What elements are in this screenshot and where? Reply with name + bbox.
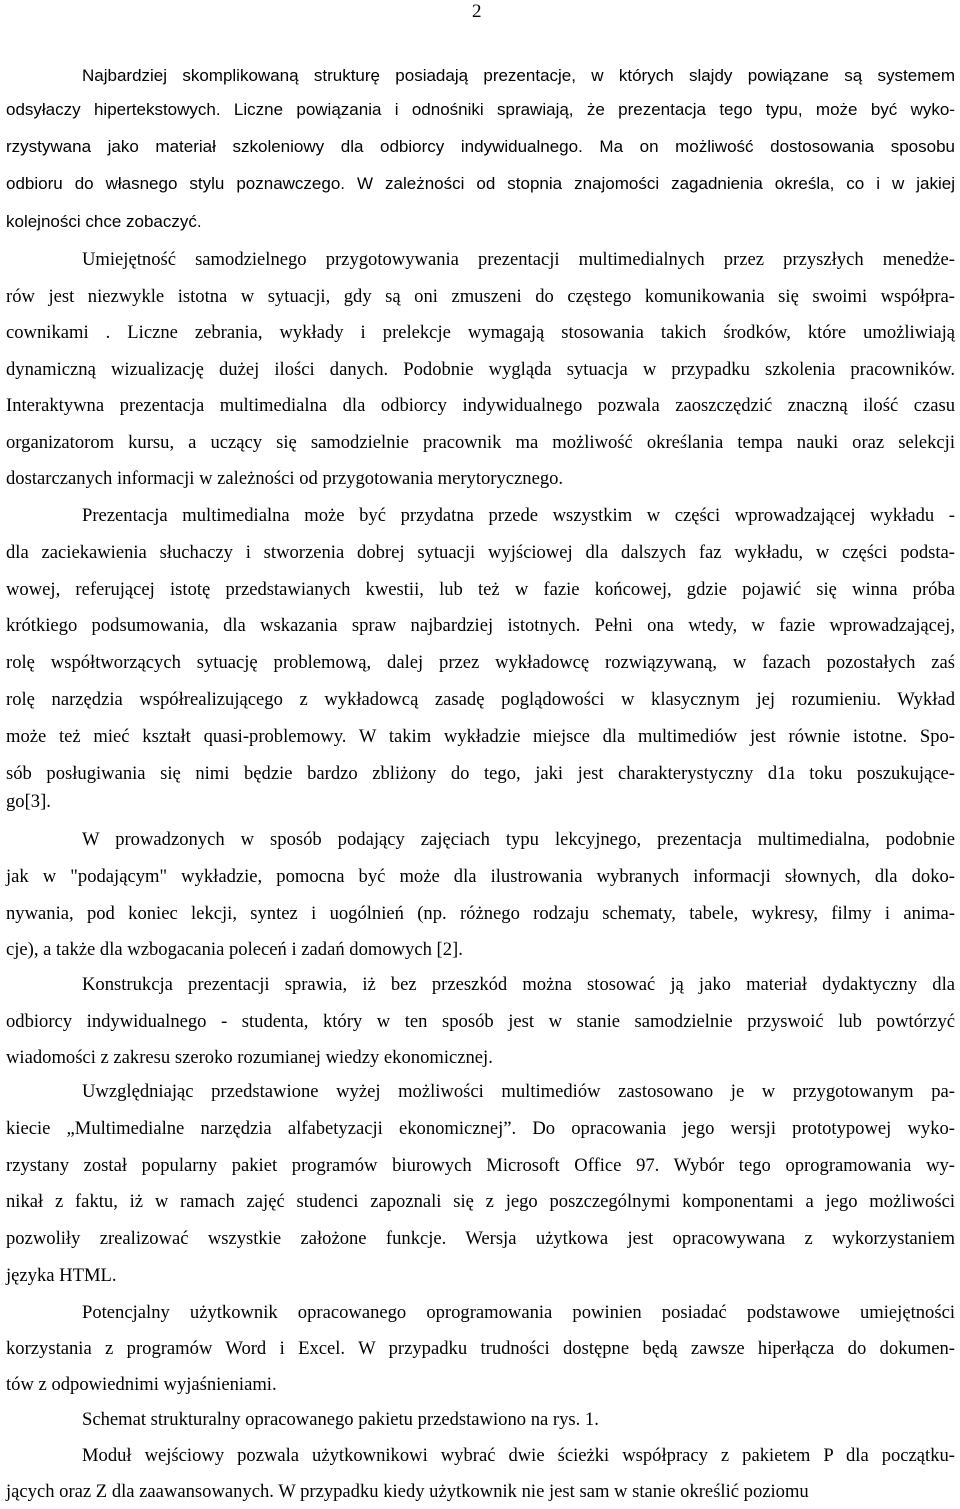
paragraph-8-line-1: Schemat strukturalny opracowanego pakietu przedstawiono na rys. 1. (82, 1409, 599, 1430)
paragraph-1-line-4: odbioru do własnego stylu poznawczego. W zależności od stopnia znajomości zagadnienia określa, co i w jakiej (6, 174, 955, 193)
paragraph-4-line-1: W prowadzonych w sposób podający zajęciach typu lekcyjnego, prezentacja multimedialna, podobnie (82, 829, 955, 850)
paragraph-3-line-6: rolę narzędzia współrealizującego z wykładowcą zasadę poglądowości w klasycznym jej rozumieniu. Wykład (6, 689, 955, 710)
paragraph-7-line-1: Potencjalny użytkownik opracowanego oprogramowania powinien posiadać podstawowe umiejętności (82, 1302, 955, 1323)
paragraph-4-line-2: jak w "podającym" wykładzie, pomocna być może dla ilustrowania wybranych informacji słownych, dla doko- (6, 866, 955, 887)
paragraph-1-line-2: odsyłaczy hipertekstowych. Liczne powiązania i odnośniki sprawiają, że prezentacja tego typu, może być wyko- (6, 100, 955, 119)
paragraph-1-line-3: rzystywana jako materiał szkoleniowy dla odbiorcy indywidualnego. Ma on możliwość dostosowania sposobu (6, 137, 955, 156)
paragraph-3-line-2: dla zaciekawienia słuchaczy i stworzenia dobrej sytuacji wyjściowej dla dalszych faz wykładu, w części podsta- (6, 542, 955, 563)
paragraph-2-line-1: Umiejętność samodzielnego przygotowywania prezentacji multimedialnych przez przyszłych menedże- (82, 249, 955, 270)
paragraph-6-line-3: rzystany został popularny pakiet programów biurowych Microsoft Office 97. Wybór tego oprogramowania wy- (6, 1155, 955, 1176)
document-page: 2 Najbardziej skomplikowaną strukturę posiadają prezentacje, w których slajdy powiązane są systemem odsyłaczy hipertekstowych. Liczne powiązania i odnośniki sprawiają, że prezentacja tego typu, może być wyko- rzystywana jako materiał szkoleniowy dla odbiorcy indywidualnego. Ma on możliwość dostosowania sposobu odbioru do własnego stylu poznawczego. W zależności od stopnia znajomości zagadnienia określa, co i w jakiej kolejności chce zobaczyć. Umiejętność samodzielnego przygotowywania prezentacji multimedialnych przez przyszłych menedże- rów jest niezwykle istotna w sytuacji, gdy są oni zmuszeni do częstego komunikowania się swoimi współpra- cownikami . Liczne zebrania, wykłady i prelekcje wymagają stosowania takich środków, które umożliwiają dynamiczną wizualizację dużej ilości danych. Podobnie wygląda sytuacja w przypadku szkolenia pracowników. Interaktywna prezentacja multimedialna dla odbiorcy indywidualnego pozwala zaoszczędzić znaczną ilość czasu organizatorom kursu, a uczący się samodzielnie pracownik ma możliwość określania tempa nauki oraz selekcji dostarczanych informacji w zależności od przygotowania merytorycznego. Prezentacja multimedialna może być przydatna przede wszystkim w części wprowadzającej wykładu - dla zaciekawienia słuchaczy i stworzenia dobrej sytuacji wyjściowej dla dalszych faz wykładu, w części podsta- wowej, referującej istotę przedstawianych kwestii, lub też w fazie końcowej, gdzie pojawić się winna próba krótkiego podsumowania, dla wskazania spraw najbardziej istotnych. Pełni ona wtedy, w fazie wprowadzającej, rolę współtworzących sytuację problemową, dalej przez wykładowcę rozwiązywaną, w fazach pozostałych zaś rolę narzędzia współrealizującego z wykładowcą zasadę poglądowości w klasycznym jej rozumieniu. Wykład może też mieć kształt quasi-problemowy. W takim wykładzie miejsce dla multimediów jest równie istotne. Spo- sób posługiwania się nimi będzie bardzo zbliżony do tego, jaki jest charakterystyczny d1a toku poszukujące- go[3]. W prowadzonych w sposób podający zajęciach typu lekcyjnego, prezentacja multimedialna, podobnie jak w "podającym" wykładzie, pomocna być może dla ilustrowania wybranych informacji słownych, dla doko- nywania, pod koniec lekcji, syntez i uogólnień (np. różnego rodzaju schematy, tabele, wykresy, filmy i anima- cje), a także dla wzbogacania poleceń i zadań domowych [2]. Konstrukcja prezentacji sprawia, iż bez przeszkód można stosować ją jako materiał dydaktyczny dla odbiorcy indywidualnego - studenta, który w ten sposób jest w stanie samodzielnie przyswoić lub powtórzyć wiadomości z zakresu szeroko rozumianej wiedzy ekonomicznej. Uwzględniając przedstawione wyżej możliwości multimediów zastosowano je w przygotowanym pa- kiecie „Multimedialne narzędzia alfabetyzacji ekonomicznej”. Do opracowania jego wersji prototypowej wyko- rzystany został popularny pakiet programów biurowych Microsoft Office 97. Wybór tego oprogramowania wy- nikał z faktu, iż w ramach zajęć studenci zapoznali się z jego poszczególnymi komponentami a jego możliwości pozwoliły zrealizować wszystkie założone funkcje. Wersja użytkowa jest opracowywana z wykorzystaniem języka HTML. Potencjalny użytkownik opracowanego oprogramowania powinien posiadać podstawowe umiejętności korzystania z programów Word i Excel. W przypadku trudności dostępne będą zawsze hiperłącza do dokumen- tów z odpowiednimi wyjaśnieniami. Schemat strukturalny opracowanego pakietu przedstawiono na rys. 1. Moduł wejściowy pozwala użytkownikowi wybrać dwie ścieżki współpracy z pakietem P dla początku- jących oraz Z dla zaawansowanych. W przypadku kiedy użytkownik nie jest sam w stanie określić poziomu (6, 1, 955, 1502)
paragraph-9-line-2: jących oraz Z dla zaawansowanych. W przypadku kiedy użytkownik nie jest sam w stanie określić poziomu (6, 1481, 809, 1502)
paragraph-6-line-1: Uwzględniając przedstawione wyżej możliwości multimediów zastosowano je w przygotowanym pa- (82, 1081, 955, 1102)
paragraph-3-line-7: może też mieć kształt quasi-problemowy. W takim wykładzie miejsce dla multimediów jest równie istotne. Spo- (6, 726, 955, 747)
paragraph-6-line-4: nikał z faktu, iż w ramach zajęć studenci zapoznali się z jego poszczególnymi komponentami a jego możliwości (6, 1191, 955, 1212)
paragraph-2-line-3: cownikami . Liczne zebrania, wykłady i prelekcje wymagają stosowania takich środków, które umożliwiają (6, 322, 955, 343)
paragraph-3-line-1: Prezentacja multimedialna może być przydatna przede wszystkim w części wprowadzającej wykładu - (82, 505, 955, 526)
paragraph-2-line-7: dostarczanych informacji w zależności od przygotowania merytorycznego. (6, 468, 564, 489)
paragraph-3-line-8: sób posługiwania się nimi będzie bardzo zbliżony do tego, jaki jest charakterystyczny d1a toku poszukujące- (6, 763, 955, 784)
paragraph-1-line-5: kolejności chce zobaczyć. (6, 212, 202, 231)
paragraph-5-line-3: wiadomości z zakresu szeroko rozumianej wiedzy ekonomicznej. (6, 1047, 493, 1068)
paragraph-3-line-5: rolę współtworzących sytuację problemową, dalej przez wykładowcę rozwiązywaną, w fazach pozostałych zaś (6, 652, 955, 673)
paragraph-1-line-1: Najbardziej skomplikowaną strukturę posiadają prezentacje, w których slajdy powiązane są systemem (82, 66, 955, 85)
paragraph-3-line-3: wowej, referującej istotę przedstawianych kwestii, lub też w fazie końcowej, gdzie pojawić się winna próba (6, 579, 955, 600)
paragraph-2-line-2: rów jest niezwykle istotna w sytuacji, gdy są oni zmuszeni do częstego komunikowania się swoimi współpra- (6, 286, 955, 307)
paragraph-2-line-6: organizatorom kursu, a uczący się samodzielnie pracownik ma możliwość określania tempa nauki oraz selekcji (6, 432, 955, 453)
paragraph-3-line-9: go[3]. (6, 791, 51, 812)
paragraph-6-line-6: języka HTML. (6, 1265, 117, 1286)
paragraph-3-line-4: krótkiego podsumowania, dla wskazania spraw najbardziej istotnych. Pełni ona wtedy, w fazie wprowadzającej, (6, 615, 955, 636)
paragraph-9-line-1: Moduł wejściowy pozwala użytkownikowi wybrać dwie ścieżki współpracy z pakietem P dla początku- (82, 1445, 955, 1466)
paragraph-4-line-4: cje), a także dla wzbogacania poleceń i zadań domowych [2]. (6, 939, 463, 960)
paragraph-6-line-5: pozwoliły zrealizować wszystkie założone funkcje. Wersja użytkowa jest opracowywana z wykorzystaniem (6, 1228, 955, 1249)
paragraph-2-line-4: dynamiczną wizualizację dużej ilości danych. Podobnie wygląda sytuacja w przypadku szkolenia pracowników. (6, 359, 955, 380)
paragraph-5-line-2: odbiorcy indywidualnego - studenta, który w ten sposób jest w stanie samodzielnie przyswoić lub powtórzyć (6, 1011, 955, 1032)
paragraph-7-line-3: tów z odpowiednimi wyjaśnieniami. (6, 1374, 277, 1395)
paragraph-4-line-3: nywania, pod koniec lekcji, syntez i uogólnień (np. różnego rodzaju schematy, tabele, wykresy, filmy i anima- (6, 903, 955, 924)
paragraph-7-line-2: korzystania z programów Word i Excel. W przypadku trudności dostępne będą zawsze hiperłącza do dokumen- (6, 1338, 955, 1359)
paragraph-6-line-2: kiecie „Multimedialne narzędzia alfabetyzacji ekonomicznej”. Do opracowania jego wersji prototypowej wyko- (6, 1118, 955, 1139)
paragraph-2-line-5: Interaktywna prezentacja multimedialna dla odbiorcy indywidualnego pozwala zaoszczędzić znaczną ilość czasu (6, 395, 955, 416)
paragraph-5-line-1: Konstrukcja prezentacji sprawia, iż bez przeszkód można stosować ją jako materiał dydaktyczny dla (82, 974, 955, 995)
